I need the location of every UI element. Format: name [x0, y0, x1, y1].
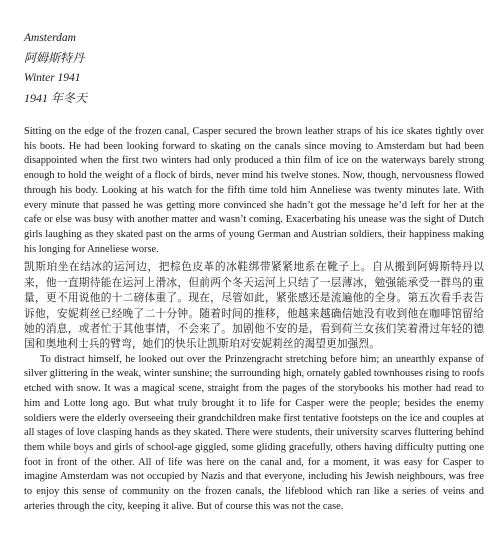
paragraph-1-english: Sitting on the edge of the frozen canal, Casper secured the brown leather straps of his ice skates tightly over his boots. He had been looking forward to skating on the canals since moving to Amsterdam but had been disappointed when the first two winters had only produced a thin film of ice on the waterways barely strong enough to hold the weight of a flock of birds, never mind his twelve stones. Now, though, nervousness flowed through his body. Looking at his watch for the fifth time told him Anneliese was twenty minutes late. With every minute that passed he was getting more convinced she hadn’t got the message he’d left for her at the cafe or else was busy with another matter and wasn’t coming. Exacerbating his unease was the sight of Dutch girls laughing as they skated past on the arms of young German and Austrian soldiers, their happiness making his longing for Anneliese worse.: [24, 126, 484, 255]
paragraph-2-english: To distract himself, he looked out over the Prinzengracht stretching before him; an unearthly expanse of silver glittering in the weak, winter sunshine; the surrounding high, ornately gabled townhouses rising to roofs etched with snow. It was a magical scene, straight from the pages of the storybooks his mother had read to him and Lotte long ago. But what truly brought it to life for Casper were the people; besides the enemy soldiers were the elderly overseeing their grandchildren make first tentative footsteps on the ice and couples at all stages of love clasping hands as they skated. There were students, their university scarves fluttering behind them while boys and girls of school-age giggled, some gliding gracefully, others having difficulty putting one foot in front of the other. All of life was here on the canal and, for a moment, it was easy for Casper to imagine Amsterdam was not occupied by Nazis and that everyone, including his Jewish neighbours, was free to enjoy this sense of community on the frozen canals, the lifeblood which ran like a series of veins and arteries through the city, keeping it alive. But of course this was not the case.: [24, 353, 484, 512]
place-english: Amsterdam: [24, 32, 76, 44]
date-english: Winter 1941: [24, 72, 81, 84]
chapter-heading: [24, 28, 484, 108]
place-chinese: 阿姆斯特丹: [24, 51, 85, 65]
document-page: [24, 28, 484, 515]
paragraph-1-chinese: 凯斯珀坐在结冰的运河边，把棕色皮革的冰鞋绑带紧紧地系在靴子上。自从搬到阿姆斯特丹以来，他一直期待能在运河上滑冰，但前两个冬天运河上只结了一层薄冰，勉强能承受一群鸟的重量，更不用说他的十二磅体重了。现在，尽管如此，紧张感还是流遍他的全身。第五次看手表告诉他，安妮莉丝已经晚了二十分钟。随着时间的推移，他越来越确信她没有收到他在咖啡馆留给她的消息，或者忙于其他事情，不会来了。加剧他不安的是，看到荷兰女孩们笑着滑过年轻的德国和奥地利士兵的臂弯，她们的快乐让凯斯珀对安妮莉丝的渴望更加强烈。: [24, 260, 484, 351]
date-chinese: 1941 年冬天: [24, 91, 88, 105]
